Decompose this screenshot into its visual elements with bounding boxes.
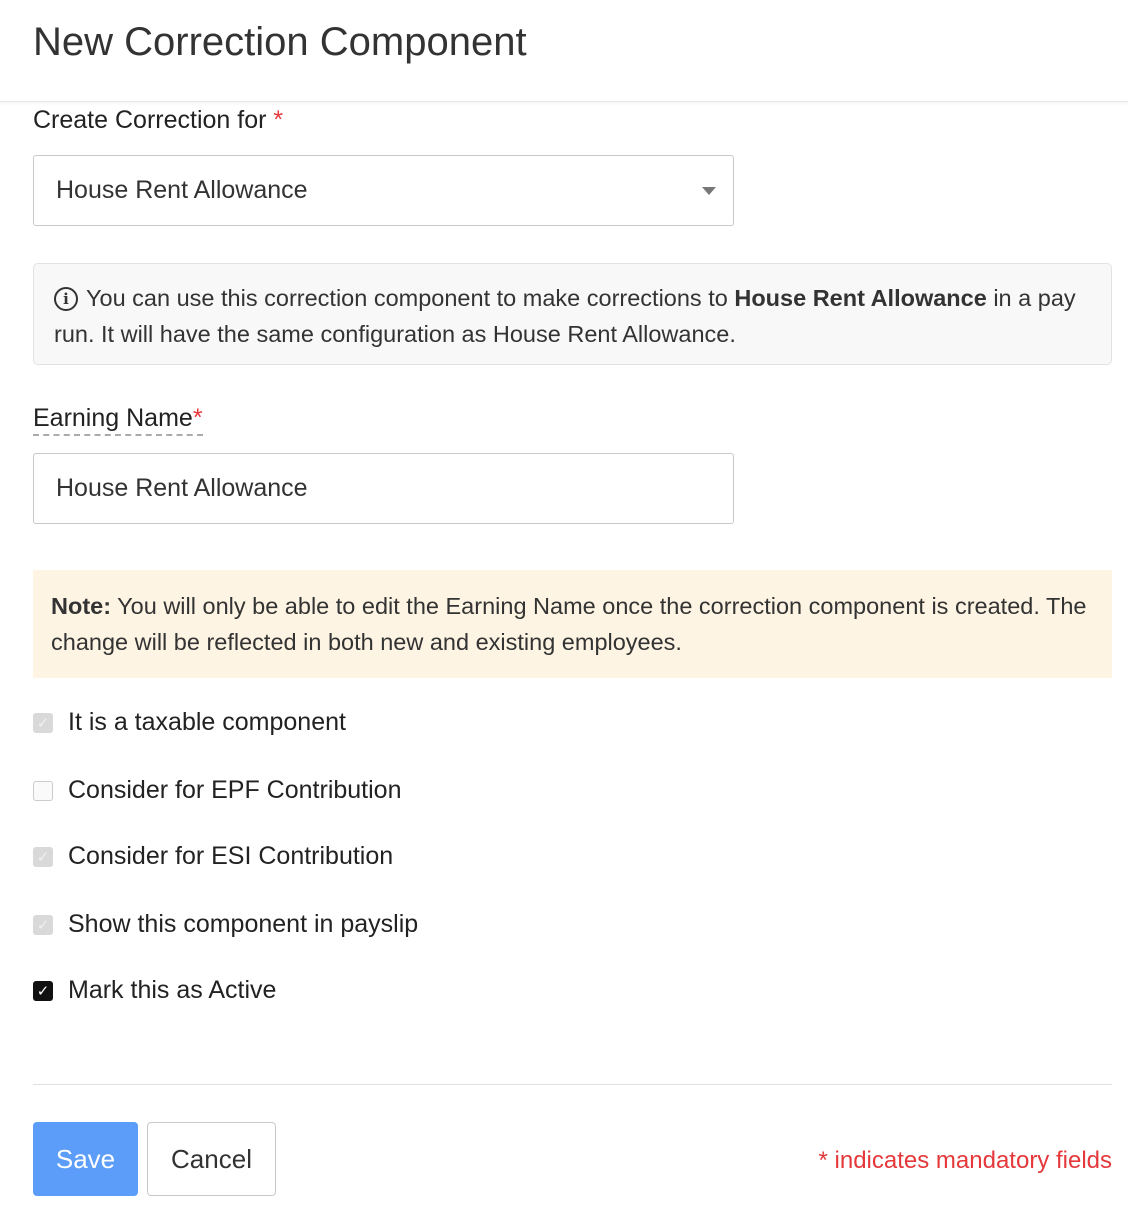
checkbox-checked-disabled-icon: ✓ [33,915,53,935]
label-text: Create Correction for [33,106,267,134]
input-value: House Rent Allowance [56,474,308,502]
page-title: New Correction Component [33,20,527,64]
info-text-after: in a pay run. It will have the same configuration as House Rent Allowance. [54,285,1076,347]
checkbox-active[interactable] [33,976,276,1005]
required-mark: * [192,404,203,432]
checkbox-checked-disabled-icon: ✓ [33,713,53,733]
note-text: You will only be able to edit the Earning Name once the correction component is created. The change will be reflected in both new and existing employees. [51,593,1087,655]
checkbox-unchecked-icon [33,781,53,801]
checkbox-label: It is a taxable component [68,708,346,736]
checkbox-label: Consider for EPF Contribution [68,776,402,804]
chevron-down-icon [702,187,716,195]
checkbox-show-in-payslip[interactable] [33,910,418,939]
page-header [0,0,1128,102]
info-text-before: You can use this correction component to make corrections to [86,285,735,311]
checkbox-epf[interactable] [33,776,401,805]
required-mark: * [273,106,284,134]
checkbox-checked-icon: ✓ [33,981,53,1001]
checkbox-label: Show this component in payslip [68,910,419,938]
earning-name-label [33,404,203,436]
label-text: Earning Name [33,404,193,432]
correction-for-select[interactable] [33,155,734,226]
info-box [33,263,1112,365]
info-icon: i [54,287,78,311]
save-button[interactable]: Save [33,1122,138,1196]
checkbox-label: Consider for ESI Contribution [68,842,394,870]
checkbox-taxable[interactable] [33,708,346,737]
checkbox-esi[interactable] [33,842,393,871]
checkbox-label: Mark this as Active [68,976,277,1004]
correction-for-label [33,106,283,135]
mandatory-fields-note: * indicates mandatory fields [818,1147,1112,1174]
cancel-button[interactable]: Cancel [147,1122,276,1196]
info-bold: House Rent Allowance [734,285,987,311]
selected-value: House Rent Allowance [56,176,308,204]
checkbox-checked-disabled-icon: ✓ [33,847,53,867]
earning-name-input[interactable] [33,453,734,524]
note-box [33,570,1112,678]
footer-divider [33,1084,1112,1085]
note-bold: Note: [51,593,112,619]
